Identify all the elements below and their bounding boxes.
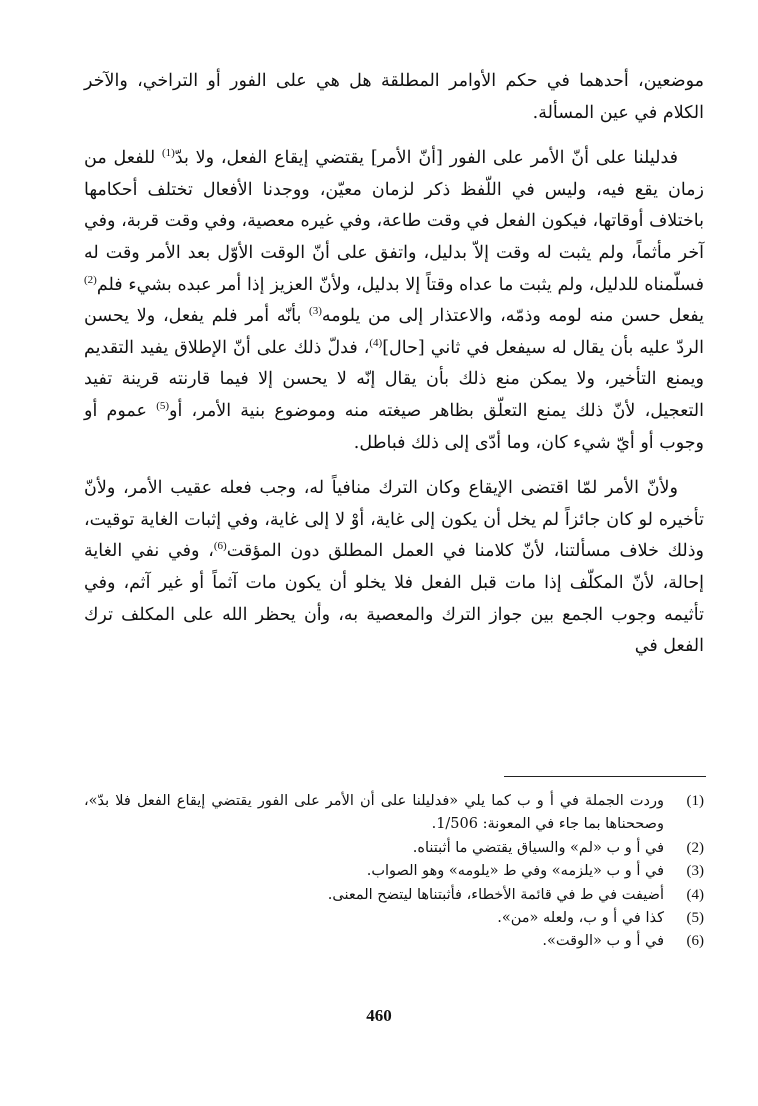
paragraph-2-text-f: عموم أو وجوب أو أيّ شيء كان، وما أدّى إلى ذلك فباطل. bbox=[84, 400, 704, 453]
paragraph-3 bbox=[84, 473, 704, 663]
footnotes bbox=[84, 790, 704, 954]
footnote-text: في أ و ب «الوقت». bbox=[542, 933, 664, 950]
footnote-ref-3[interactable]: (3) bbox=[309, 305, 322, 318]
paragraph-2 bbox=[84, 143, 704, 459]
footnote-5 bbox=[84, 907, 704, 930]
paragraph-1-text: موضعين، أحدهما في حكم الأوامر المطلقة هل هي على الفور أو التراخي، والآخر الكلام في عين المسألة. bbox=[84, 71, 704, 123]
footnote-ref-6[interactable]: (6) bbox=[213, 540, 227, 553]
footnote-text: في أ و ب «لم» والسياق يقتضي ما أثبتناه. bbox=[412, 839, 664, 856]
footnote-number: (4) bbox=[686, 886, 704, 903]
footnote-3 bbox=[84, 860, 704, 883]
footnote-text: كذا في أ و ب، ولعله «من». bbox=[497, 910, 664, 927]
footnote-number: (6) bbox=[686, 933, 704, 950]
paragraph-3-text-b: ، وفي نفي الغاية إحالة، لأنّ المكلّف إذا مات قبل الفعل فلا يخلو أن يكون مات آثماً أو غير آثم، وفي تأثيمه وجوب الجمع بين جواز الترك والمعصية به، وأن يحظر الله على المكلف ترك الفعل في bbox=[84, 541, 704, 657]
paragraph-2-text-e: ، فدلّ ذلك على أنّ الإطلاق يفيد التقديم ويمنع التأخير، ولا يمكن منع ذلك بأن يقال إنّه لا يحسن إلا فيما قارنته قرينة تفيد التعجيل، لأنّ ذلك يمنع التعلّق بظاهر صيغته منه وموضوع بنية الأمر، أو bbox=[84, 337, 704, 421]
main-text bbox=[84, 66, 704, 663]
footnote-ref-5[interactable]: (5) bbox=[156, 400, 170, 413]
footnote-number: (3) bbox=[686, 863, 704, 880]
footnote-number: (5) bbox=[686, 910, 704, 927]
page-number: 460 bbox=[366, 1006, 392, 1025]
paragraph-3-text-a: ولأنّ الأمر لمّا اقتضى الإيقاع وكان الترك منافياً له، وجب فعله عقيب الأمر، ولأنّ تأخيره لو كان جائزاً لم يخل أن يكون إلى غاية، أوْ لا إلى غاية، وفي إثبات الغاية توقيت، وذلك خلاف مسألتنا، لأنّ كلامنا في العمل المطلق دون المؤقت bbox=[84, 478, 704, 562]
footnote-ref-2[interactable]: (2) bbox=[84, 273, 97, 286]
footnote-separator bbox=[504, 776, 706, 777]
paragraph-2-text-a: فدليلنا على أنّ الأمر على الفور [أنّ الأمر] يقتضي إيقاع الفعل، ولا بدّ bbox=[174, 148, 678, 169]
footnote-1 bbox=[84, 790, 704, 837]
paragraph-2-text-d: بأنّه أمر فلم يفعل، ولا يحسن الردّ عليه بأن يقال له سيفعل في ثاني [حال] bbox=[84, 306, 704, 358]
footnote-4 bbox=[84, 884, 704, 907]
footnote-6 bbox=[84, 930, 704, 953]
footnote-number: (2) bbox=[686, 839, 704, 856]
footnote-ref-4[interactable]: (4) bbox=[369, 336, 383, 349]
footnote-number: (1) bbox=[686, 793, 704, 809]
paragraph-2-text-b: للفعل من زمان يقع فيه، وليس في اللّفظ ذكر لزمان معيّن، ووجدنا الأفعال تختلف أحكامها باختلاف أوقاتها، فيكون الفعل في وقت طاعة، وفي غيره معصية، وفي وقت قربة، وفي آخر مأثماً، ولم يثبت له وقت إلاّ بدليل، واتفق على أنّ الوقت الأوّل بعد الأمر وقت له فسلّمناه للدليل، ولم يثبت ما عداه وقتاً إلا بدليل، ولأنّ العزيز إذا أمر عبده بشيء فلم bbox=[84, 148, 704, 295]
footnote-text: وردت الجملة في أ و ب كما يلي «فدليلنا على أن الأمر على الفور يقتضي إيقاع الفعل فلا بدّ»، وصححناها بما جاء في المعونة: 1/506. bbox=[84, 793, 664, 833]
paragraph-1 bbox=[84, 66, 704, 129]
paragraph-2-text-c: يفعل حسن منه لومه وذمّه، والاعتذار إلى من يلومه bbox=[321, 306, 704, 327]
footnote-text: أضيفت في ط في قائمة الأخطاء، فأثبتناها ليتضح المعنى. bbox=[327, 886, 664, 903]
footnote-text: في أ و ب «يلزمه» وفي ط «يلومه» وهو الصواب. bbox=[366, 863, 664, 880]
footnote-ref-1[interactable]: (1) bbox=[161, 147, 175, 160]
footnote-2 bbox=[84, 837, 704, 860]
